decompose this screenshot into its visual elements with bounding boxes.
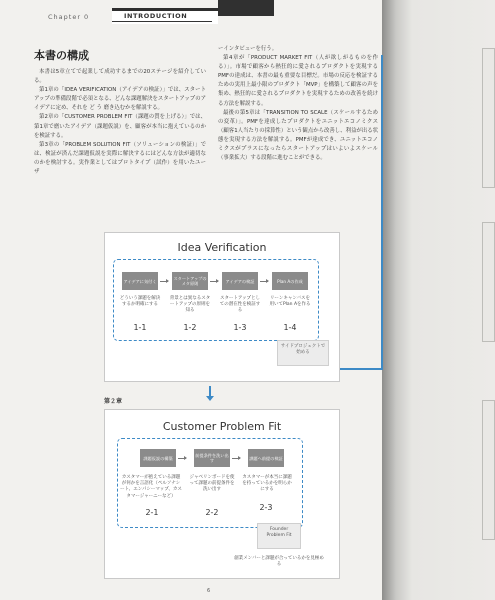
facing-page-box [482,400,495,540]
paragraph: ーインタビューを行う。 [218,46,278,52]
body-column-right [218,45,378,163]
chapter1-diagram [104,232,340,382]
flow-arrow [210,281,218,282]
facing-page-box [482,222,495,342]
section-title: INTRODUCTION [124,12,188,20]
stage-number-1-3: 1-3 [233,323,247,332]
side-project-note: サイドプロジェクトで始める [277,340,329,366]
flow-arrow [160,281,168,282]
paragraph: 第3章の「PROBLEM SOLUTION FIT（ソリューションの検証）」では、検証が済んだ課題仮説を実際に解決するにはどんな方法が適切なのかを検討する。実作業としてはプロトタイプ（試作）を用いたユーザ [34,141,206,176]
chapter2-diagram [104,409,340,579]
connector-line [340,368,383,370]
stage-desc-2-3: カスタマーが本当に課題を持っているかを明らかにする [242,475,292,493]
stage-box-2-3: 課題へ前提の検証 [248,449,284,467]
connector-arrow-down [209,386,211,397]
team-fit-note: 創業メンバーと課題が合っているかを見極める [234,556,324,568]
stage-desc-2-1: カスタマーが抱えている課題が何かを言語化（ペルソナシート、エンパシーマップ、カスタマージャーニーなど） [120,475,182,499]
facing-page-box [482,48,495,188]
stage-number-1-1: 1-1 [133,323,147,332]
chapter2-label: 第２章 [104,398,123,405]
stage-box-1-1: アイデアに気付く [122,272,158,290]
facing-page-edge [382,0,495,600]
flow-arrow [232,458,240,459]
chapter2-stage-frame [117,438,303,528]
paragraph: 第1章の「IDEA VERIFICATION（アイデアの検証）」では、スタートアップの準備段階で必須となる、どんな課題解決をスタートアップのアイデアに定め、それを ど う 磨き込むかを解説する。 [34,87,206,112]
stage-desc-2-2: ジャベリンボードを使って課題の前提条件を洗い出す [189,475,235,493]
page-number: 6 [207,588,211,594]
header-dark-tab [218,0,274,16]
paragraph: 本書は5章立てで起業して成功するまでの20ステージを紹介している。 [34,69,206,85]
stage-box-2-1: 課題仮説の構築 [140,449,176,467]
page-heading: 本書の構成 [34,49,89,62]
header-rule [112,21,212,22]
stage-box-1-2: スタートアップのメタ原則 [172,272,208,290]
stage-number-1-2: 1-2 [183,323,197,332]
stage-number-2-1: 2-1 [145,508,159,517]
stage-desc-1-3: スタートアップとしての潜在性を検証する [219,296,261,314]
paragraph: 第2章の「CUSTOMER PROBLEM FIT（課題の質を上げる）」では、第1章で磨いたアイデア（課題仮説）を、顧客が本当に抱えているのかを検証する。 [34,114,206,139]
stage-desc-1-1: どういう課題を解決するか明確にする [119,296,161,308]
paragraph: 第4章が「PRODUCT MARKET FIT（人が欲しがるものを作る）」。市場で顧客から熱狂的に愛されるプロダクトを実現するPMFの達成は、本書の最も重要な目標だ。市場の反応を検証するための実用上最小限のプロダクト「MVP」を構築して顧客の声を集め、熱狂的に愛されるプロダクトを実現するための改善を続ける方法を解説する。 [218,55,378,107]
stage-number-1-4: 1-4 [283,323,297,332]
stage-box-2-2: 前提条件を洗い出す [194,449,230,467]
body-column-left [34,68,206,177]
chapter2-title: Customer Problem Fit [162,420,282,433]
stage-desc-1-2: 背景とは異なるスタートアップの原則を知る [169,296,211,314]
stage-number-2-3: 2-3 [259,503,273,512]
flow-arrow [178,458,186,459]
chapter-header: Chapter 0 [48,13,90,21]
stage-box-1-4: Plan Aの作成 [272,272,308,290]
paragraph: 最後の第5章は「TRANSITION TO SCALE（スケールするための変革）」。PMFを達成したプロダクトをユニットエコノミクス（顧客1人当たりの採算性）という観点から改善し、利益が出る状態を実現する方法を解説する。PMFが達成でき、ユニットエコノミクスがプラスになったらスタートアップはいよいよスケール（事業拡大）する段階に進むことができる。 [218,109,378,162]
chapter1-stage-frame [113,259,319,341]
stage-desc-1-4: リーンキャンバスを用いてPlan Aを作る [269,296,311,308]
chapter1-title: Idea Verification [177,241,267,254]
stage-number-2-2: 2-2 [205,508,219,517]
flow-arrow [260,281,268,282]
founder-problem-fit-box: Founder Problem Fit [257,523,301,549]
connector-line [381,55,383,368]
stage-box-1-3: アイデアの検証 [222,272,258,290]
